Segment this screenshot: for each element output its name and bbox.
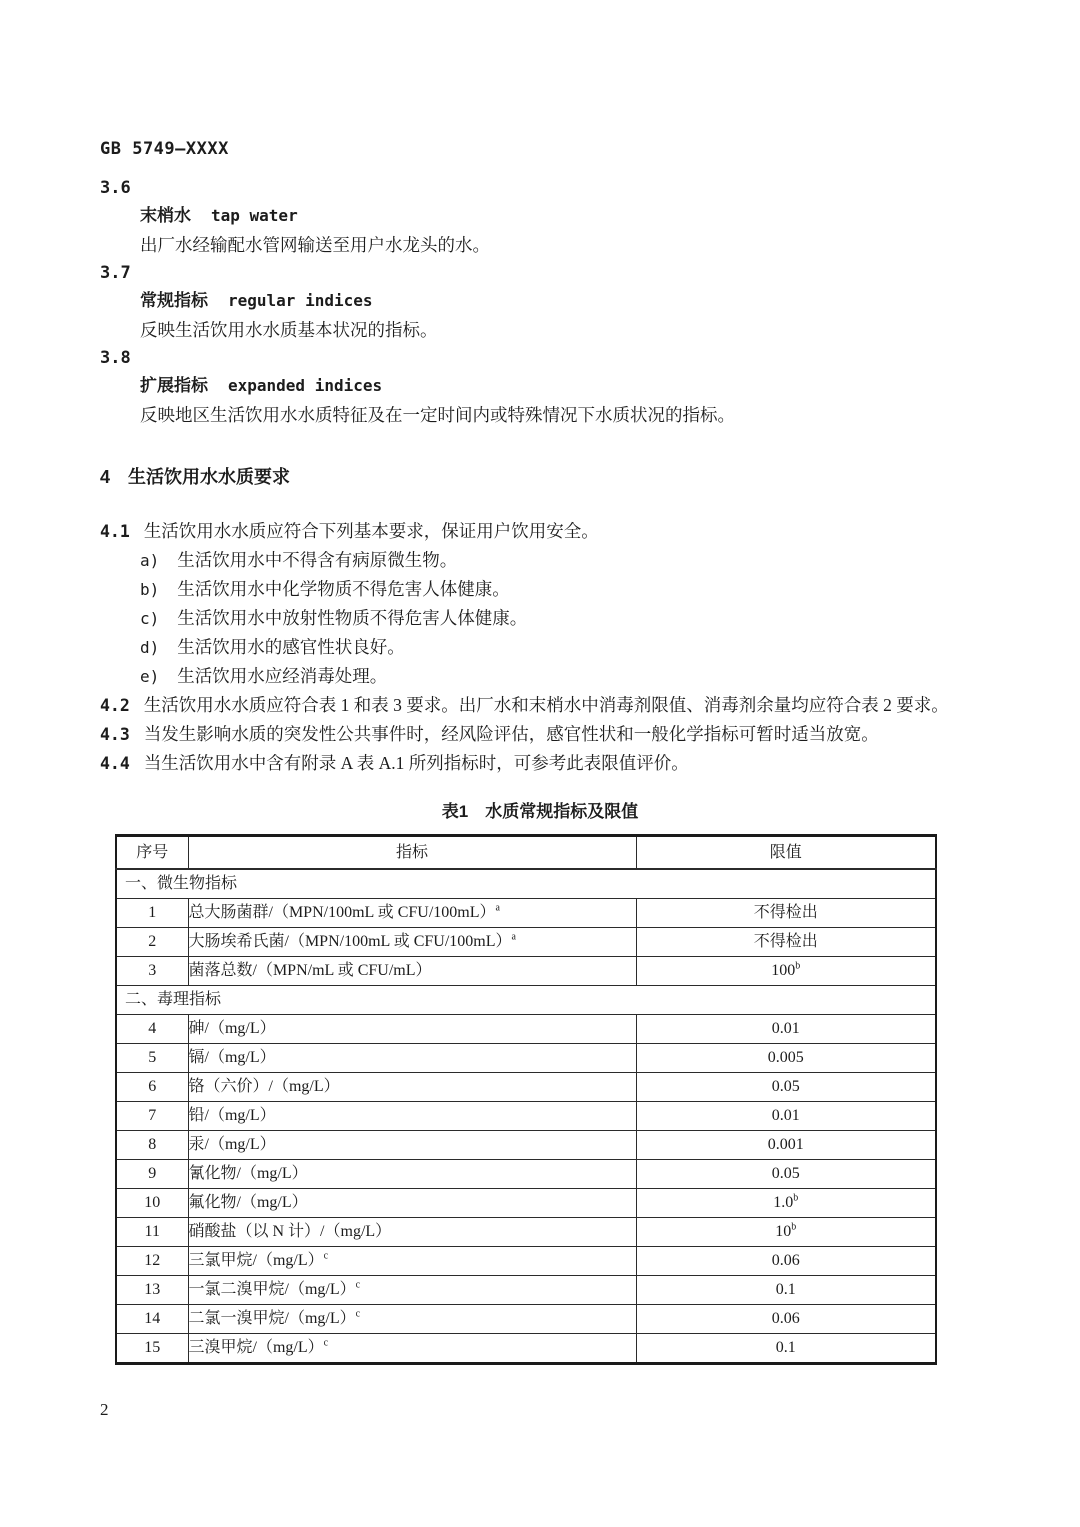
footnote-superscript: b bbox=[793, 1192, 799, 1204]
doc-code: GB 5749—XXXX bbox=[100, 139, 229, 159]
table-row bbox=[116, 1131, 936, 1160]
row-number-cell: 7 bbox=[116, 1102, 188, 1131]
clauses-block bbox=[100, 691, 980, 778]
limit-cell: 0.1 bbox=[636, 1334, 936, 1364]
list-item-label: b) bbox=[140, 580, 160, 599]
row-number-cell: 3 bbox=[116, 957, 188, 986]
clause-paragraph bbox=[100, 691, 980, 720]
column-header-limit: 限值 bbox=[636, 836, 936, 870]
row-number-cell: 13 bbox=[116, 1276, 188, 1305]
footnote-superscript: b bbox=[791, 1221, 797, 1233]
limit-cell: 不得检出 bbox=[636, 928, 936, 957]
term-number: 3.7 bbox=[100, 263, 131, 283]
term-zh: 末梢水 bbox=[140, 206, 191, 225]
limit-cell: 0.05 bbox=[636, 1073, 936, 1102]
indicator-cell: 二氯一溴甲烷$/(mg/L)^c$ bbox=[188, 1305, 636, 1334]
row-number-cell: 15 bbox=[116, 1334, 188, 1364]
limit-cell: 1.0$^b$ bbox=[636, 1189, 936, 1218]
term-en: regular indices bbox=[228, 291, 373, 310]
term-definition-text: 反映地区生活饮用水水质特征及在一定时间内或特殊情况下水质状况的指标。 bbox=[140, 405, 735, 425]
table-row bbox=[116, 1189, 936, 1218]
row-number-cell: 2 bbox=[116, 928, 188, 957]
table-row bbox=[116, 1044, 936, 1073]
clause-text: 生活饮用水水质应符合表 1 和表 3 要求。出厂水和末梢水中消毒剂限值、消毒剂余量均应符合表 2 要求。 bbox=[143, 695, 949, 715]
column-header-no: 序号 bbox=[116, 836, 188, 870]
section-number: 4 bbox=[100, 467, 111, 487]
footnote-superscript: c bbox=[355, 1279, 361, 1291]
term-definition bbox=[100, 259, 980, 344]
table-body bbox=[116, 869, 936, 1364]
footnote-superscript: c bbox=[323, 1250, 329, 1262]
indicator-cell: 菌落总数/（MPN/mL 或 CFU/mL） bbox=[188, 957, 636, 986]
lettered-list-item bbox=[100, 604, 980, 633]
row-number-cell: 5 bbox=[116, 1044, 188, 1073]
limit-cell: 0.05 bbox=[636, 1160, 936, 1189]
limit-cell: 0.1 bbox=[636, 1276, 936, 1305]
indicator-cell: 铅/（mg/L） bbox=[188, 1102, 636, 1131]
row-number-cell: 14 bbox=[116, 1305, 188, 1334]
footnote-superscript: c bbox=[355, 1308, 361, 1320]
footnote-superscript: b bbox=[795, 960, 801, 972]
lettered-list-item bbox=[100, 662, 980, 691]
indicator-cell: 镉/（mg/L） bbox=[188, 1044, 636, 1073]
limit-cell: 0.01 bbox=[636, 1102, 936, 1131]
limit-cell: 0.01 bbox=[636, 1015, 936, 1044]
indicator-cell: 氟化物/（mg/L） bbox=[188, 1189, 636, 1218]
clause-number: 4.4 bbox=[100, 754, 130, 773]
term-number: 3.6 bbox=[100, 178, 131, 198]
term-definition-text: 出厂水经输配水管网输送至用户水龙头的水。 bbox=[140, 235, 490, 255]
list-item-text: 生活饮用水中放射性物质不得危害人体健康。 bbox=[177, 608, 528, 628]
table-section-row bbox=[116, 869, 936, 899]
section-title: 生活饮用水水质要求 bbox=[128, 467, 291, 487]
limit-cell: 0.06 bbox=[636, 1305, 936, 1334]
limit-cell: 100$^b$ bbox=[636, 957, 936, 986]
clause-paragraph bbox=[100, 720, 980, 749]
section-label: 一、微生物指标 bbox=[116, 869, 936, 899]
indicator-cell: 铬（六价）/（mg/L） bbox=[188, 1073, 636, 1102]
lettered-list-item bbox=[100, 546, 980, 575]
limit-cell: 0.001 bbox=[636, 1131, 936, 1160]
indicator-cell: 硝酸盐（以 N 计）/（mg/L） bbox=[188, 1218, 636, 1247]
table-header-row bbox=[116, 836, 936, 870]
table-row bbox=[116, 1247, 936, 1276]
footnote-superscript: a bbox=[495, 902, 500, 914]
row-number-cell: 10 bbox=[116, 1189, 188, 1218]
clause-text: 当生活饮用水中含有附录 A 表 A.1 所列指标时，可参考此表限值评价。 bbox=[143, 753, 689, 773]
term-zh: 扩展指标 bbox=[140, 376, 208, 395]
term-zh: 常规指标 bbox=[140, 291, 208, 310]
row-number-cell: 12 bbox=[116, 1247, 188, 1276]
indicator-cell: 三溴甲烷$/(mg/L)^c$ bbox=[188, 1334, 636, 1364]
limit-cell: 0.06 bbox=[636, 1247, 936, 1276]
indicator-cell: 总大肠菌群/（MPN/100mL 或 CFU/100mL）$^a$ bbox=[188, 899, 636, 928]
clause-number: 4.1 bbox=[100, 522, 130, 541]
section-4-heading bbox=[100, 463, 980, 491]
limit-cell: 不得检出 bbox=[636, 899, 936, 928]
lettered-list-item bbox=[100, 575, 980, 604]
row-number-cell: 11 bbox=[116, 1218, 188, 1247]
term-line bbox=[100, 372, 980, 401]
clause-number: 4.2 bbox=[100, 696, 130, 715]
list-item-label: a) bbox=[140, 551, 160, 570]
indicator-cell: 氰化物/（mg/L） bbox=[188, 1160, 636, 1189]
clause-number: 4.3 bbox=[100, 725, 130, 744]
term-definition bbox=[100, 344, 980, 429]
table-row bbox=[116, 928, 936, 957]
row-number-cell: 9 bbox=[116, 1160, 188, 1189]
table-row bbox=[116, 899, 936, 928]
list-item-text: 生活饮用水应经消毒处理。 bbox=[177, 666, 388, 686]
list-item-label: c) bbox=[140, 609, 160, 628]
table-row bbox=[116, 1276, 936, 1305]
clause-4-1 bbox=[100, 517, 980, 546]
table-row bbox=[116, 1305, 936, 1334]
term-line bbox=[100, 287, 980, 316]
column-header-indicator: 指标 bbox=[188, 836, 636, 870]
indicator-cell: 砷/（mg/L） bbox=[188, 1015, 636, 1044]
list-item-text: 生活饮用水中不得含有病原微生物。 bbox=[177, 550, 458, 570]
list-item-label: e) bbox=[140, 667, 160, 686]
limit-cell: 0.005 bbox=[636, 1044, 936, 1073]
term-en: tap water bbox=[211, 206, 298, 225]
footnote-superscript: c bbox=[323, 1337, 329, 1349]
table-row bbox=[116, 1073, 936, 1102]
table-row bbox=[116, 1218, 936, 1247]
term-line bbox=[100, 202, 980, 231]
clause-text: 当发生影响水质的突发性公共事件时，经风险评估，感官性状和一般化学指标可暂时适当放宽。 bbox=[143, 724, 879, 744]
term-number: 3.8 bbox=[100, 348, 131, 368]
row-number-cell: 6 bbox=[116, 1073, 188, 1102]
row-number-cell: 4 bbox=[116, 1015, 188, 1044]
term-definition-text: 反映生活饮用水水质基本状况的指标。 bbox=[140, 320, 438, 340]
row-number-cell: 1 bbox=[116, 899, 188, 928]
table-row bbox=[116, 1015, 936, 1044]
table-section-row bbox=[116, 986, 936, 1015]
table-row bbox=[116, 1160, 936, 1189]
term-definition bbox=[100, 174, 980, 259]
indicator-cell: 大肠埃希氏菌/（MPN/100mL 或 CFU/100mL）$^a$ bbox=[188, 928, 636, 957]
table1 bbox=[115, 834, 937, 1365]
indicator-cell: 一氯二溴甲烷$/(mg/L)^c$ bbox=[188, 1276, 636, 1305]
lettered-list bbox=[100, 546, 980, 691]
table-row bbox=[116, 1102, 936, 1131]
lettered-list-item bbox=[100, 633, 980, 662]
table-row bbox=[116, 1334, 936, 1364]
limit-cell: 10$^b$ bbox=[636, 1218, 936, 1247]
section-label: 二、毒理指标 bbox=[116, 986, 936, 1015]
term-en: expanded indices bbox=[228, 376, 383, 395]
list-item-text: 生活饮用水的感官性状良好。 bbox=[177, 637, 405, 657]
table-row bbox=[116, 957, 936, 986]
indicator-cell: 三氯甲烷$/(mg/L)^c$ bbox=[188, 1247, 636, 1276]
page-number: 2 bbox=[100, 1400, 109, 1419]
row-number-cell: 8 bbox=[116, 1131, 188, 1160]
terms-section bbox=[100, 174, 980, 429]
clause-paragraph bbox=[100, 749, 980, 778]
footnote-superscript: a bbox=[511, 931, 516, 943]
list-item-label: d) bbox=[140, 638, 160, 657]
list-item-text: 生活饮用水中化学物质不得危害人体健康。 bbox=[177, 579, 510, 599]
table1-title: 表1 水质常规指标及限值 bbox=[441, 802, 639, 821]
clause-text: 生活饮用水水质应符合下列基本要求，保证用户饮用安全。 bbox=[143, 521, 599, 541]
indicator-cell: 汞/（mg/L） bbox=[188, 1131, 636, 1160]
